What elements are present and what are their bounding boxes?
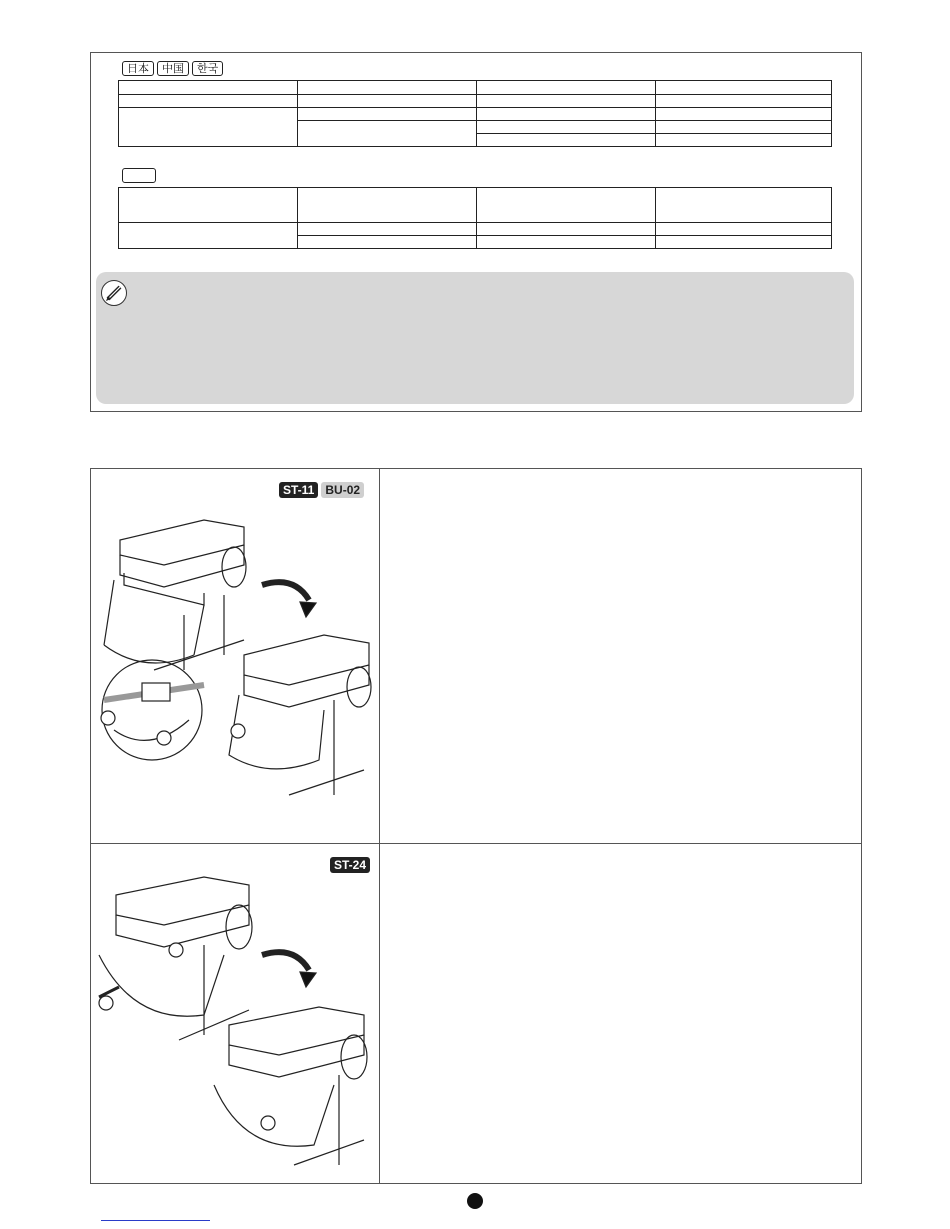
table2-cell [298,223,477,236]
table1-cell [656,108,832,121]
table1-cell [119,95,298,108]
table1-cell [119,108,298,147]
table1-cell [477,134,656,147]
table1-cell [477,81,656,95]
language-tags [122,61,223,76]
spec-table-1 [118,80,832,147]
table1-cell [656,134,832,147]
table1-cell [477,121,656,134]
pencil-note-icon [101,280,127,306]
table2-cell [298,188,477,223]
table2-cell [119,188,298,223]
page-number-dot [467,1193,483,1209]
table1-cell [298,81,477,95]
stand-badges-step-two [330,857,370,873]
table1-cell [298,108,477,121]
printer-basket-illustration-2 [94,875,376,1175]
table2-cell [119,223,298,249]
badge-st24: ST-24 [330,857,370,873]
region-tag [122,168,156,183]
table2-cell [656,223,832,236]
column-divider [379,468,380,1184]
table1-cell [298,95,477,108]
badge-bu02: BU-02 [321,482,364,498]
table2-cell [477,188,656,223]
printer-basket-illustration-1 [94,505,376,805]
footer-link-underline[interactable] [101,1220,210,1221]
lang-tag-korea: 한국 [192,61,223,76]
table1-cell [656,95,832,108]
table2-cell [477,223,656,236]
lang-tag-china: 中国 [157,61,189,76]
table1-cell [477,108,656,121]
table2-cell [656,188,832,223]
table2-cell [477,236,656,249]
table2-cell [298,236,477,249]
lang-tag-japan: 日本 [122,61,154,76]
badge-st11: ST-11 [279,482,318,498]
stand-badges-step-one [279,482,364,498]
table1-cell [298,121,477,147]
spec-table-2 [118,187,832,249]
table2-cell [656,236,832,249]
table1-cell [477,95,656,108]
table1-cell [656,81,832,95]
table1-cell [119,81,298,95]
row-divider [90,843,862,844]
table1-cell [656,121,832,134]
note-box [96,272,854,404]
